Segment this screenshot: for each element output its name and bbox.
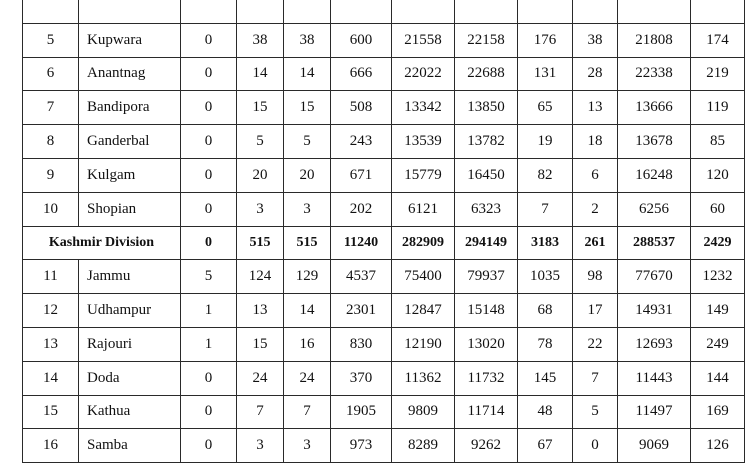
value-cell: 20 <box>237 158 284 192</box>
table-row <box>23 192 745 226</box>
district-cell: Rajouri <box>79 327 181 361</box>
table-row <box>23 23 745 57</box>
value-cell: 666 <box>331 57 392 91</box>
value-cell: 0 <box>181 429 237 463</box>
district-cell: Doda <box>79 361 181 395</box>
value-cell <box>618 0 691 23</box>
value-cell: 0 <box>181 395 237 429</box>
value-cell: 2 <box>573 192 618 226</box>
serial-cell: 11 <box>23 260 79 294</box>
value-cell <box>181 0 237 23</box>
value-cell: 6 <box>573 158 618 192</box>
value-cell: 5 <box>181 260 237 294</box>
value-cell: 24 <box>284 361 331 395</box>
value-cell <box>284 0 331 23</box>
value-cell: 12847 <box>392 294 455 328</box>
table-row <box>23 294 745 328</box>
value-cell: 282909 <box>392 226 455 260</box>
value-cell: 3 <box>237 192 284 226</box>
value-cell: 6121 <box>392 192 455 226</box>
value-cell: 11497 <box>618 395 691 429</box>
value-cell: 119 <box>691 91 745 125</box>
value-cell: 243 <box>331 125 392 159</box>
value-cell: 671 <box>331 158 392 192</box>
value-cell: 288537 <box>618 226 691 260</box>
serial-cell <box>23 0 79 23</box>
value-cell: 0 <box>181 226 237 260</box>
value-cell: 1232 <box>691 260 745 294</box>
serial-cell: 5 <box>23 23 79 57</box>
value-cell: 124 <box>237 260 284 294</box>
serial-cell: 6 <box>23 57 79 91</box>
value-cell: 11240 <box>331 226 392 260</box>
value-cell: 14 <box>284 57 331 91</box>
district-cell: Ganderbal <box>79 125 181 159</box>
value-cell: 17 <box>573 294 618 328</box>
value-cell: 38 <box>573 23 618 57</box>
district-cell: Samba <box>79 429 181 463</box>
value-cell: 202 <box>331 192 392 226</box>
serial-cell: 16 <box>23 429 79 463</box>
value-cell: 145 <box>518 361 573 395</box>
value-cell: 126 <box>691 429 745 463</box>
table-row <box>23 395 745 429</box>
value-cell: 515 <box>284 226 331 260</box>
value-cell: 16450 <box>455 158 518 192</box>
value-cell: 16 <box>284 327 331 361</box>
value-cell: 1035 <box>518 260 573 294</box>
value-cell: 13539 <box>392 125 455 159</box>
value-cell: 131 <box>518 57 573 91</box>
value-cell: 3 <box>284 192 331 226</box>
value-cell: 2301 <box>331 294 392 328</box>
value-cell: 28 <box>573 57 618 91</box>
value-cell: 1905 <box>331 395 392 429</box>
value-cell: 77670 <box>618 260 691 294</box>
district-cell: Kulgam <box>79 158 181 192</box>
value-cell: 2429 <box>691 226 745 260</box>
value-cell: 174 <box>691 23 745 57</box>
value-cell: 0 <box>181 91 237 125</box>
value-cell: 0 <box>181 361 237 395</box>
value-cell: 13342 <box>392 91 455 125</box>
value-cell: 11362 <box>392 361 455 395</box>
value-cell: 11732 <box>455 361 518 395</box>
table-row <box>23 260 745 294</box>
table-row <box>23 0 745 23</box>
district-cell: Kupwara <box>79 23 181 57</box>
table-row <box>23 361 745 395</box>
district-cell <box>79 0 181 23</box>
value-cell: 0 <box>181 158 237 192</box>
value-cell: 11714 <box>455 395 518 429</box>
table-row <box>23 327 745 361</box>
value-cell: 38 <box>284 23 331 57</box>
table-row <box>23 158 745 192</box>
value-cell: 18 <box>573 125 618 159</box>
value-cell: 129 <box>284 260 331 294</box>
value-cell: 15 <box>284 91 331 125</box>
value-cell: 22158 <box>455 23 518 57</box>
value-cell: 830 <box>331 327 392 361</box>
value-cell: 22688 <box>455 57 518 91</box>
value-cell: 48 <box>518 395 573 429</box>
value-cell: 0 <box>181 57 237 91</box>
value-cell: 5 <box>237 125 284 159</box>
district-cell: Kathua <box>79 395 181 429</box>
value-cell: 14 <box>284 294 331 328</box>
value-cell: 79937 <box>455 260 518 294</box>
serial-cell: 7 <box>23 91 79 125</box>
value-cell: 22338 <box>618 57 691 91</box>
value-cell: 4537 <box>331 260 392 294</box>
value-cell: 13020 <box>455 327 518 361</box>
value-cell: 20 <box>284 158 331 192</box>
value-cell: 176 <box>518 23 573 57</box>
value-cell: 13850 <box>455 91 518 125</box>
value-cell <box>691 0 745 23</box>
district-cell: Bandipora <box>79 91 181 125</box>
serial-cell: 9 <box>23 158 79 192</box>
value-cell: 9809 <box>392 395 455 429</box>
value-cell: 67 <box>518 429 573 463</box>
value-cell: 7 <box>237 395 284 429</box>
value-cell: 60 <box>691 192 745 226</box>
value-cell <box>331 0 392 23</box>
value-cell: 65 <box>518 91 573 125</box>
value-cell: 78 <box>518 327 573 361</box>
value-cell: 261 <box>573 226 618 260</box>
value-cell: 120 <box>691 158 745 192</box>
value-cell: 0 <box>181 192 237 226</box>
value-cell: 13 <box>573 91 618 125</box>
table-body <box>23 0 745 463</box>
table-row <box>23 429 745 463</box>
value-cell: 11443 <box>618 361 691 395</box>
value-cell: 22 <box>573 327 618 361</box>
value-cell: 21558 <box>392 23 455 57</box>
value-cell: 0 <box>181 125 237 159</box>
value-cell: 973 <box>331 429 392 463</box>
value-cell: 9262 <box>455 429 518 463</box>
value-cell: 3 <box>237 429 284 463</box>
value-cell: 169 <box>691 395 745 429</box>
value-cell: 38 <box>237 23 284 57</box>
table-row <box>23 91 745 125</box>
value-cell: 14931 <box>618 294 691 328</box>
value-cell: 600 <box>331 23 392 57</box>
value-cell: 98 <box>573 260 618 294</box>
value-cell: 515 <box>237 226 284 260</box>
value-cell: 149 <box>691 294 745 328</box>
value-cell: 12693 <box>618 327 691 361</box>
value-cell: 508 <box>331 91 392 125</box>
value-cell: 294149 <box>455 226 518 260</box>
value-cell: 0 <box>573 429 618 463</box>
value-cell: 1 <box>181 294 237 328</box>
district-cell: Anantnag <box>79 57 181 91</box>
value-cell: 249 <box>691 327 745 361</box>
value-cell: 13 <box>237 294 284 328</box>
value-cell <box>573 0 618 23</box>
value-cell: 15 <box>237 91 284 125</box>
value-cell: 13782 <box>455 125 518 159</box>
value-cell: 15 <box>237 327 284 361</box>
value-cell: 21808 <box>618 23 691 57</box>
value-cell: 7 <box>284 395 331 429</box>
value-cell: 75400 <box>392 260 455 294</box>
value-cell: 5 <box>284 125 331 159</box>
serial-cell: 15 <box>23 395 79 429</box>
division-total-row <box>23 226 745 260</box>
serial-cell: Kashmir Division <box>23 226 181 260</box>
value-cell: 15148 <box>455 294 518 328</box>
value-cell: 7 <box>518 192 573 226</box>
value-cell: 14 <box>237 57 284 91</box>
serial-cell: 8 <box>23 125 79 159</box>
value-cell: 7 <box>573 361 618 395</box>
serial-cell: 13 <box>23 327 79 361</box>
value-cell: 6323 <box>455 192 518 226</box>
table-row <box>23 57 745 91</box>
value-cell: 22022 <box>392 57 455 91</box>
serial-cell: 10 <box>23 192 79 226</box>
value-cell: 68 <box>518 294 573 328</box>
value-cell: 13666 <box>618 91 691 125</box>
value-cell: 3183 <box>518 226 573 260</box>
value-cell: 1 <box>181 327 237 361</box>
district-cell: Udhampur <box>79 294 181 328</box>
district-cell: Shopian <box>79 192 181 226</box>
value-cell <box>455 0 518 23</box>
value-cell: 219 <box>691 57 745 91</box>
value-cell: 0 <box>181 23 237 57</box>
value-cell: 6256 <box>618 192 691 226</box>
serial-cell: 12 <box>23 294 79 328</box>
value-cell <box>237 0 284 23</box>
value-cell: 370 <box>331 361 392 395</box>
value-cell: 19 <box>518 125 573 159</box>
value-cell: 12190 <box>392 327 455 361</box>
value-cell <box>392 0 455 23</box>
value-cell: 85 <box>691 125 745 159</box>
value-cell: 144 <box>691 361 745 395</box>
value-cell: 24 <box>237 361 284 395</box>
value-cell: 8289 <box>392 429 455 463</box>
value-cell: 16248 <box>618 158 691 192</box>
table <box>22 0 745 463</box>
value-cell: 13678 <box>618 125 691 159</box>
value-cell <box>518 0 573 23</box>
district-cell: Jammu <box>79 260 181 294</box>
table-row <box>23 125 745 159</box>
serial-cell: 14 <box>23 361 79 395</box>
value-cell: 15779 <box>392 158 455 192</box>
value-cell: 9069 <box>618 429 691 463</box>
value-cell: 82 <box>518 158 573 192</box>
value-cell: 3 <box>284 429 331 463</box>
value-cell: 5 <box>573 395 618 429</box>
